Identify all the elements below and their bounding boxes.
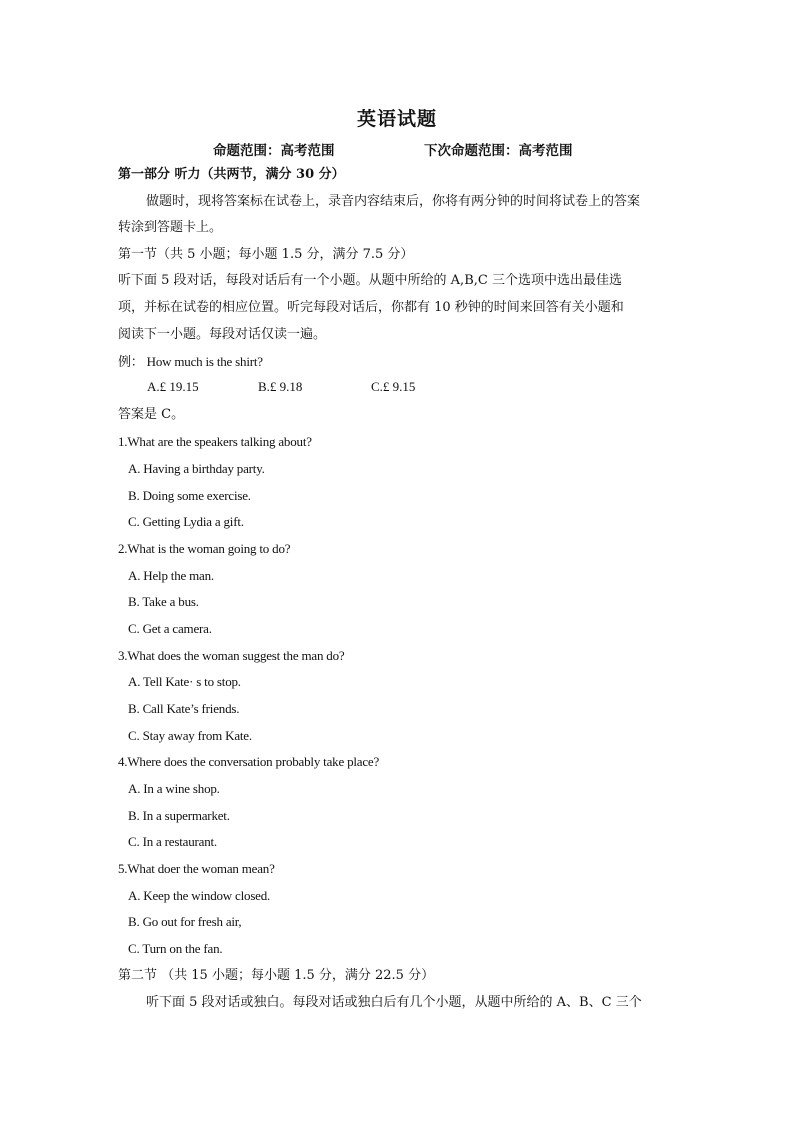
section1-instruction-1: 听下面 5 段对话，每段对话后有一个小题。从题中所给的 A,B,C 三个选项中选出最佳选 xyxy=(118,273,622,288)
section2-heading: 第二节 （共 15 小题；每小题 1.5 分，满分 22.5 分） xyxy=(118,968,435,983)
example-option-a: A.£ 19.15 xyxy=(147,379,199,394)
question-stem: 4.Where does the conversation probably take place? xyxy=(118,754,380,769)
intro-line-1: 做题时，现将答案标在试卷上，录音内容结束后，你将有两分钟的时间将试卷上的答案 xyxy=(146,194,641,209)
question-option: A. Help the man. xyxy=(128,568,214,583)
question-option: C. Stay away from Kate. xyxy=(128,728,252,743)
question-option: C. Turn on the fan. xyxy=(128,941,223,956)
question-option: A. Tell Kate· s to stop. xyxy=(128,674,241,689)
question-option: B. Go out for fresh air, xyxy=(128,914,242,929)
question-stem: 2.What is the woman going to do? xyxy=(118,541,291,556)
example-option-b: B.£ 9.18 xyxy=(258,379,303,394)
example-question: 例： How much is the shirt? xyxy=(118,354,263,369)
question-option: C. In a restaurant. xyxy=(128,834,217,849)
question-option: A. Keep the window closed. xyxy=(128,888,271,903)
section2-instruction-1: 听下面 5 段对话或独白。每段对话或独白后有几个小题，从题中所给的 A、B、C 三个 xyxy=(146,995,642,1010)
question-option: A. Having a birthday party. xyxy=(128,461,265,476)
question-option: B. In a supermarket. xyxy=(128,808,230,823)
example-option-c: C.£ 9.15 xyxy=(371,379,416,394)
scope-next: 下次命题范围：高考范围 xyxy=(424,143,573,159)
intro-line-2: 转涂到答题卡上。 xyxy=(118,220,223,235)
question-option: B. Doing some exercise. xyxy=(128,488,251,503)
question-option: A. In a wine shop. xyxy=(128,781,220,796)
question-option: B. Take a bus. xyxy=(128,594,199,609)
question-option: C. Getting Lydia a gift. xyxy=(128,514,244,529)
page-title: 英语试题 xyxy=(356,108,437,130)
question-stem: 1.What are the speakers talking about? xyxy=(118,434,312,449)
example-answer: 答案是 C。 xyxy=(118,407,185,422)
section1-instruction-3: 阅读下一小题。每段对话仅读一遍。 xyxy=(118,327,327,342)
section1-instruction-2: 项，并标在试卷的相应位置。听完每段对话后，你都有 10 秒钟的时间来回答有关小题和 xyxy=(118,300,624,315)
section1-heading: 第一节（共 5 小题；每小题 1.5 分，满分 7.5 分） xyxy=(118,247,414,262)
question-stem: 5.What doer the woman mean? xyxy=(118,861,275,876)
part1-heading: 第一部分 听力（共两节，满分 30 分） xyxy=(118,167,345,182)
question-option: B. Call Kate’s friends. xyxy=(128,701,240,716)
scope-current: 命题范围：高考范围 xyxy=(213,143,335,159)
question-stem: 3.What does the woman suggest the man do? xyxy=(118,648,345,663)
question-option: C. Get a camera. xyxy=(128,621,212,636)
